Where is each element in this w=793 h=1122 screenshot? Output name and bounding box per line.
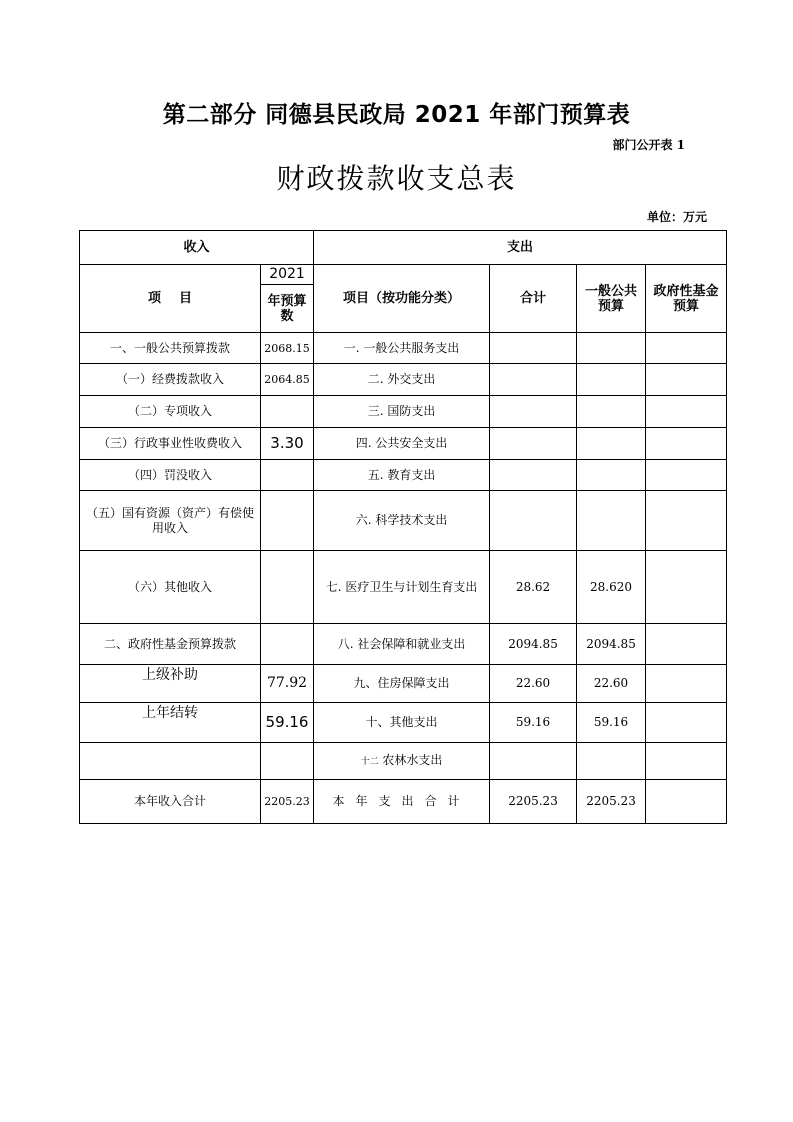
income-cell: 上级补助: [80, 665, 261, 703]
fund-cell: [646, 551, 727, 624]
expense-cell: 九、住房保障支出: [314, 665, 490, 703]
expense-cell: [314, 743, 490, 780]
fund-cell: [646, 428, 727, 460]
amount-cell: [261, 624, 314, 665]
expense-cell: 十、其他支出: [314, 703, 490, 743]
income-cell: 一、一般公共预算拨款: [80, 333, 261, 364]
table-row: [80, 460, 727, 491]
income-cell: 本年收入合计: [80, 780, 261, 824]
general-cell: 2205.23: [577, 780, 646, 824]
expense-prefix: 十二: [360, 756, 379, 767]
col-year-bottom: 年预算数: [261, 285, 314, 333]
expense-cell: 五. 教育支出: [314, 460, 490, 491]
total-cell: [490, 396, 577, 428]
budget-table: [79, 230, 727, 824]
table-row-total: [80, 780, 727, 824]
col-item-header: 项 目: [80, 265, 261, 333]
income-cell: （四）罚没收入: [80, 460, 261, 491]
income-cell: （三）行政事业性收费收入: [80, 428, 261, 460]
table-row: [80, 396, 727, 428]
amount-cell: [261, 551, 314, 624]
amount-cell: [261, 743, 314, 780]
amount-cell: 3.30: [261, 428, 314, 460]
page-title: 财政拨款收支总表: [276, 162, 517, 195]
expense-cell: 三. 国防支出: [314, 396, 490, 428]
general-cell: 59.16: [577, 703, 646, 743]
amount-cell: 2068.15: [261, 333, 314, 364]
income-cell: （六）其他收入: [80, 551, 261, 624]
amount-cell: 59.16: [261, 703, 314, 743]
income-cell: （二）专项收入: [80, 396, 261, 428]
expense-cell: 一. 一般公共服务支出: [314, 333, 490, 364]
total-cell: 22.60: [490, 665, 577, 703]
amount-cell: [261, 396, 314, 428]
part-title: 第二部分 同德县民政局 2021 年部门预算表: [162, 102, 631, 128]
table-row: [80, 333, 727, 364]
expense-cell: 四. 公共安全支出: [314, 428, 490, 460]
general-cell: 2094.85: [577, 624, 646, 665]
header-row-1: [80, 231, 727, 265]
expense-cell: 七. 医疗卫生与计划生育支出: [314, 551, 490, 624]
table-row: [80, 743, 727, 780]
table-row: [80, 428, 727, 460]
unit-label: 单位：万元: [646, 210, 707, 224]
total-cell: [490, 333, 577, 364]
general-cell: 22.60: [577, 665, 646, 703]
table-row: [80, 703, 727, 743]
col-fund-header: 政府性基金预算: [646, 265, 727, 333]
table-row: [80, 364, 727, 396]
col-year-top: 2021: [261, 265, 314, 285]
expense-cell: 八. 社会保障和就业支出: [314, 624, 490, 665]
total-cell: 28.62: [490, 551, 577, 624]
total-cell: [490, 460, 577, 491]
amount-cell: [261, 460, 314, 491]
income-header: 收入: [80, 231, 314, 265]
amount-cell: 2205.23: [261, 780, 314, 824]
income-cell: （五）国有资源（资产）有偿使用收入: [80, 491, 261, 551]
fund-cell: [646, 491, 727, 551]
total-cell: [490, 743, 577, 780]
income-cell: （一）经费拨款收入: [80, 364, 261, 396]
col-general-header: 一般公共预算: [577, 265, 646, 333]
total-cell: [490, 364, 577, 396]
total-cell: [490, 428, 577, 460]
fund-cell: [646, 665, 727, 703]
total-cell: 2205.23: [490, 780, 577, 824]
fund-cell: [646, 333, 727, 364]
table-row: [80, 665, 727, 703]
fund-cell: [646, 743, 727, 780]
expense-header: 支出: [314, 231, 727, 265]
table-row: [80, 624, 727, 665]
header-row-2: [80, 265, 727, 285]
income-cell: 上年结转: [80, 703, 261, 743]
fund-cell: [646, 460, 727, 491]
income-cell: [80, 743, 261, 780]
table-row: [80, 491, 727, 551]
table-row: [80, 551, 727, 624]
amount-cell: 77.92: [261, 665, 314, 703]
amount-cell: 2064.85: [261, 364, 314, 396]
general-cell: [577, 428, 646, 460]
table-number: 部门公开表 1: [612, 138, 685, 152]
expense-cell: 二. 外交支出: [314, 364, 490, 396]
fund-cell: [646, 364, 727, 396]
fund-cell: [646, 396, 727, 428]
general-cell: 28.620: [577, 551, 646, 624]
total-cell: 59.16: [490, 703, 577, 743]
amount-cell: [261, 491, 314, 551]
general-cell: [577, 491, 646, 551]
fund-cell: [646, 780, 727, 824]
col-function-header: 项目（按功能分类）: [314, 265, 490, 333]
fund-cell: [646, 703, 727, 743]
expense-cell: 六. 科学技术支出: [314, 491, 490, 551]
col-total-header: 合计: [490, 265, 577, 333]
general-cell: [577, 396, 646, 428]
general-cell: [577, 364, 646, 396]
total-cell: 2094.85: [490, 624, 577, 665]
general-cell: [577, 333, 646, 364]
expense-label: 农林水支出: [382, 752, 443, 767]
general-cell: [577, 460, 646, 491]
fund-cell: [646, 624, 727, 665]
general-cell: [577, 743, 646, 780]
income-cell: 二、政府性基金预算拨款: [80, 624, 261, 665]
total-cell: [490, 491, 577, 551]
expense-cell: 本年支出合计: [314, 780, 490, 824]
